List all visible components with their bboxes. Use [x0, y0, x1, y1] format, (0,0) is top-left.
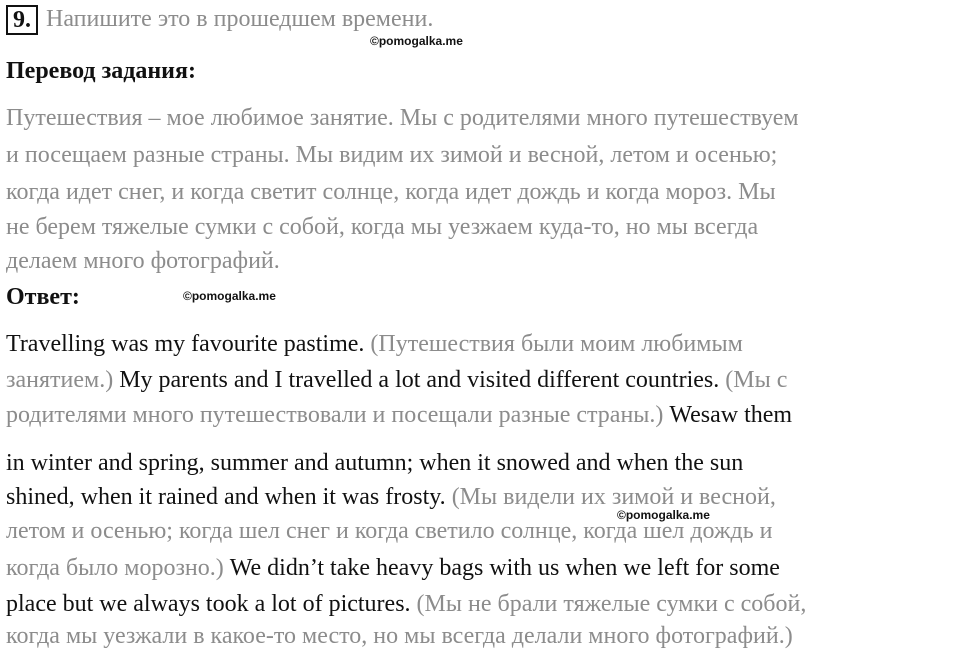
answer-translation: занятием.) [6, 367, 120, 393]
answer-line [6, 332, 743, 356]
answer-heading: Ответ: [6, 284, 80, 310]
answer-translation: когда было морозно.) [6, 555, 230, 581]
translation-line: делаем много фотографий. [6, 248, 280, 274]
answer-line [6, 624, 793, 648]
answer-translation: (Путешествия были моим любимым [370, 331, 743, 357]
answer-translation: (Мы с [725, 367, 788, 393]
task-number: 9. [6, 5, 38, 35]
task-title: Напишите это в прошедшем времени. [46, 6, 434, 32]
translation-line: когда идет снег, и когда светит солнце, когда идет дождь и когда мороз. Мы [6, 179, 776, 205]
answer-translation: (Мы не брали тяжелые сумки с собой, [416, 591, 807, 617]
answer-english: Travelling was my favourite pastime. [6, 331, 371, 357]
answer-english: We didn’t take heavy bags with us when we left for some [229, 555, 780, 581]
answer-english: in winter and spring, summer and autumn; when it snowed and when the sun [6, 450, 744, 476]
answer-english: shined, when it rained and when it was frosty. [6, 484, 452, 510]
answer-translation: летом и осенью; когда шел снег и когда светило солнце, когда шел дождь и [6, 518, 773, 544]
answer-line [6, 368, 787, 392]
answer-translation: когда мы уезжали в какое-то место, но мы всегда делали много фотографий.) [6, 623, 793, 649]
translation-line: не берем тяжелые сумки с собой, когда мы уезжаем куда-то, но мы всегда [6, 214, 759, 240]
answer-translation: (Мы видели их зимой и весной, [451, 484, 776, 510]
answer-english: place but we always took a lot of pictures. [6, 591, 417, 617]
answer-translation: родителями много путешествовали и посещали разные страны.) [6, 402, 670, 428]
answer-line [6, 592, 806, 616]
answer-line [6, 451, 743, 475]
answer-line [6, 485, 776, 509]
translation-line: и посещаем разные страны. Мы видим их зимой и весной, летом и осенью; [6, 142, 778, 168]
answer-line [6, 403, 792, 427]
answer-english: My parents and I travelled a lot and visited different countries. [119, 367, 726, 393]
translation-line: Путешествия – мое любимое занятие. Мы с родителями много путешествуем [6, 105, 799, 131]
watermark-top: ©pomogalka.me [370, 34, 463, 48]
watermark-answer: ©pomogalka.me [183, 289, 276, 303]
answer-english: Wesaw them [669, 402, 793, 428]
watermark-middle: ©pomogalka.me [617, 508, 710, 522]
answer-line [6, 556, 780, 580]
answer-line [6, 519, 773, 543]
translation-heading: Перевод задания: [6, 58, 196, 84]
